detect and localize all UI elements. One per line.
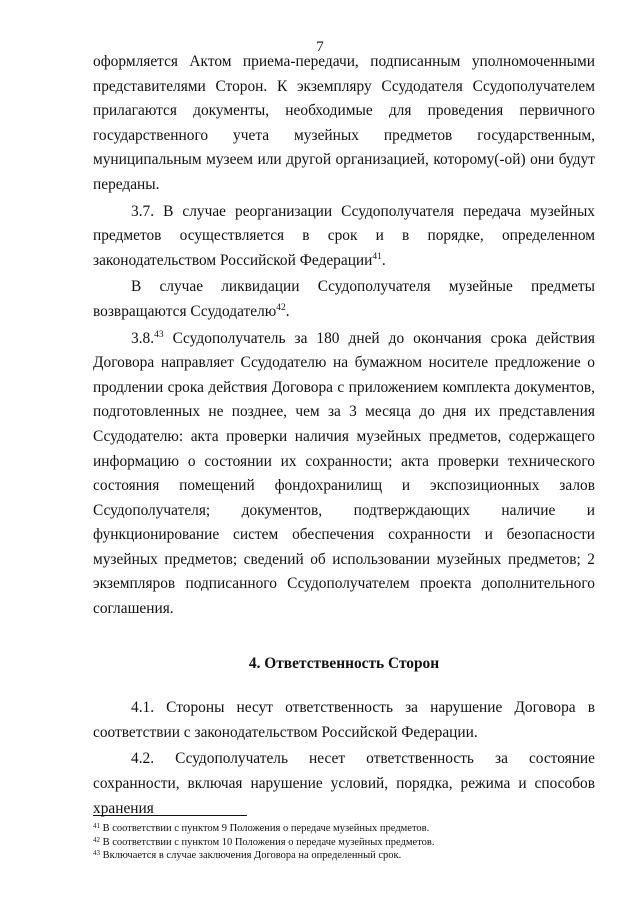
paragraph-continuation: оформляется Актом приема-передачи, подписанным уполномоченными представителями Сторон. К экземпляру Ссудодателя Ссудополучателем прилагаются документы, необходимые для проведения первичного государственного учета музейных предметов государственным, муниципальным музеем или другой организацией, которому(-ой) они будут переданы. — [93, 53, 595, 193]
footnote-number: 43 — [93, 849, 100, 857]
footnote-41 — [93, 822, 595, 836]
paragraph-text: В случае ликвидации Ссудополучателя музейные предметы возвращаются Ссудодателю — [93, 278, 595, 320]
paragraph-end: . — [285, 302, 290, 320]
paragraph-end: . — [381, 251, 386, 269]
footnote-43 — [93, 849, 595, 863]
footnote-text: В соответствии с пунктом 9 Положения о передаче музейных предметов. — [100, 823, 430, 834]
paragraph-3-8 — [93, 327, 595, 622]
footnote-ref-41: 41 — [372, 251, 382, 262]
footnote-ref-42: 42 — [276, 302, 286, 313]
paragraph-3-7 — [93, 200, 595, 274]
paragraph-text: Ссудополучатель за 180 дней до окончания срока действия Договора направляет Ссудодателю на бумажном носителе предложение о продлении срока действия Договора с приложением комплекта документов, подготовленных не позднее, чем за 3 месяца до дня их представления Ссудодателю: акта проверки наличия музейных предметов, содержащего информацию о состоянии их сохранности; акта проверки технического состояния помещений фондохранилищ и экспозиционных залов Ссудополучателя; документов, подтверждающих наличие и функционирование систем обеспечения сохранности и безопасности музейных предметов; сведений об использовании музейных предметов; 2 экземпляров подписанного Ссудополучателем проекта дополнительного соглашения. — [93, 329, 595, 618]
section-heading: 4. Ответственность Сторон — [248, 654, 440, 672]
document-body — [93, 50, 595, 821]
paragraph-liquidation — [93, 275, 595, 324]
paragraph-4-1: 4.1. Стороны несут ответственность за нарушение Договора в соответствии с законодательством Российской Федерации. — [93, 699, 595, 741]
footnote-ref-43: 43 — [154, 329, 164, 340]
footnote-text: В соответствии с пунктом 10 Положения о передаче музейных предметов. — [100, 836, 435, 848]
footnote-42 — [93, 836, 595, 850]
paragraph-number: 3.8. — [131, 329, 155, 347]
paragraph-text: 3.7. В случае реорганизации Ссудополучателя передача музейных предметов осуществляется в срок и в порядке, определенном законодательством Российской Федерации — [93, 202, 595, 269]
footnote-divider — [93, 815, 247, 816]
footnote-text: Включается в случае заключения Договора на определенный срок. — [100, 850, 402, 861]
footnotes — [93, 822, 595, 863]
footnote-number: 42 — [93, 835, 100, 844]
footnote-number: 41 — [93, 822, 100, 830]
page-number: 7 — [316, 39, 324, 55]
paragraph-4-2: 4.2. Ссудополучатель несет ответственность за состояние сохранности, включая нарушение условий, порядка, режима и способов хранения — [93, 750, 595, 817]
